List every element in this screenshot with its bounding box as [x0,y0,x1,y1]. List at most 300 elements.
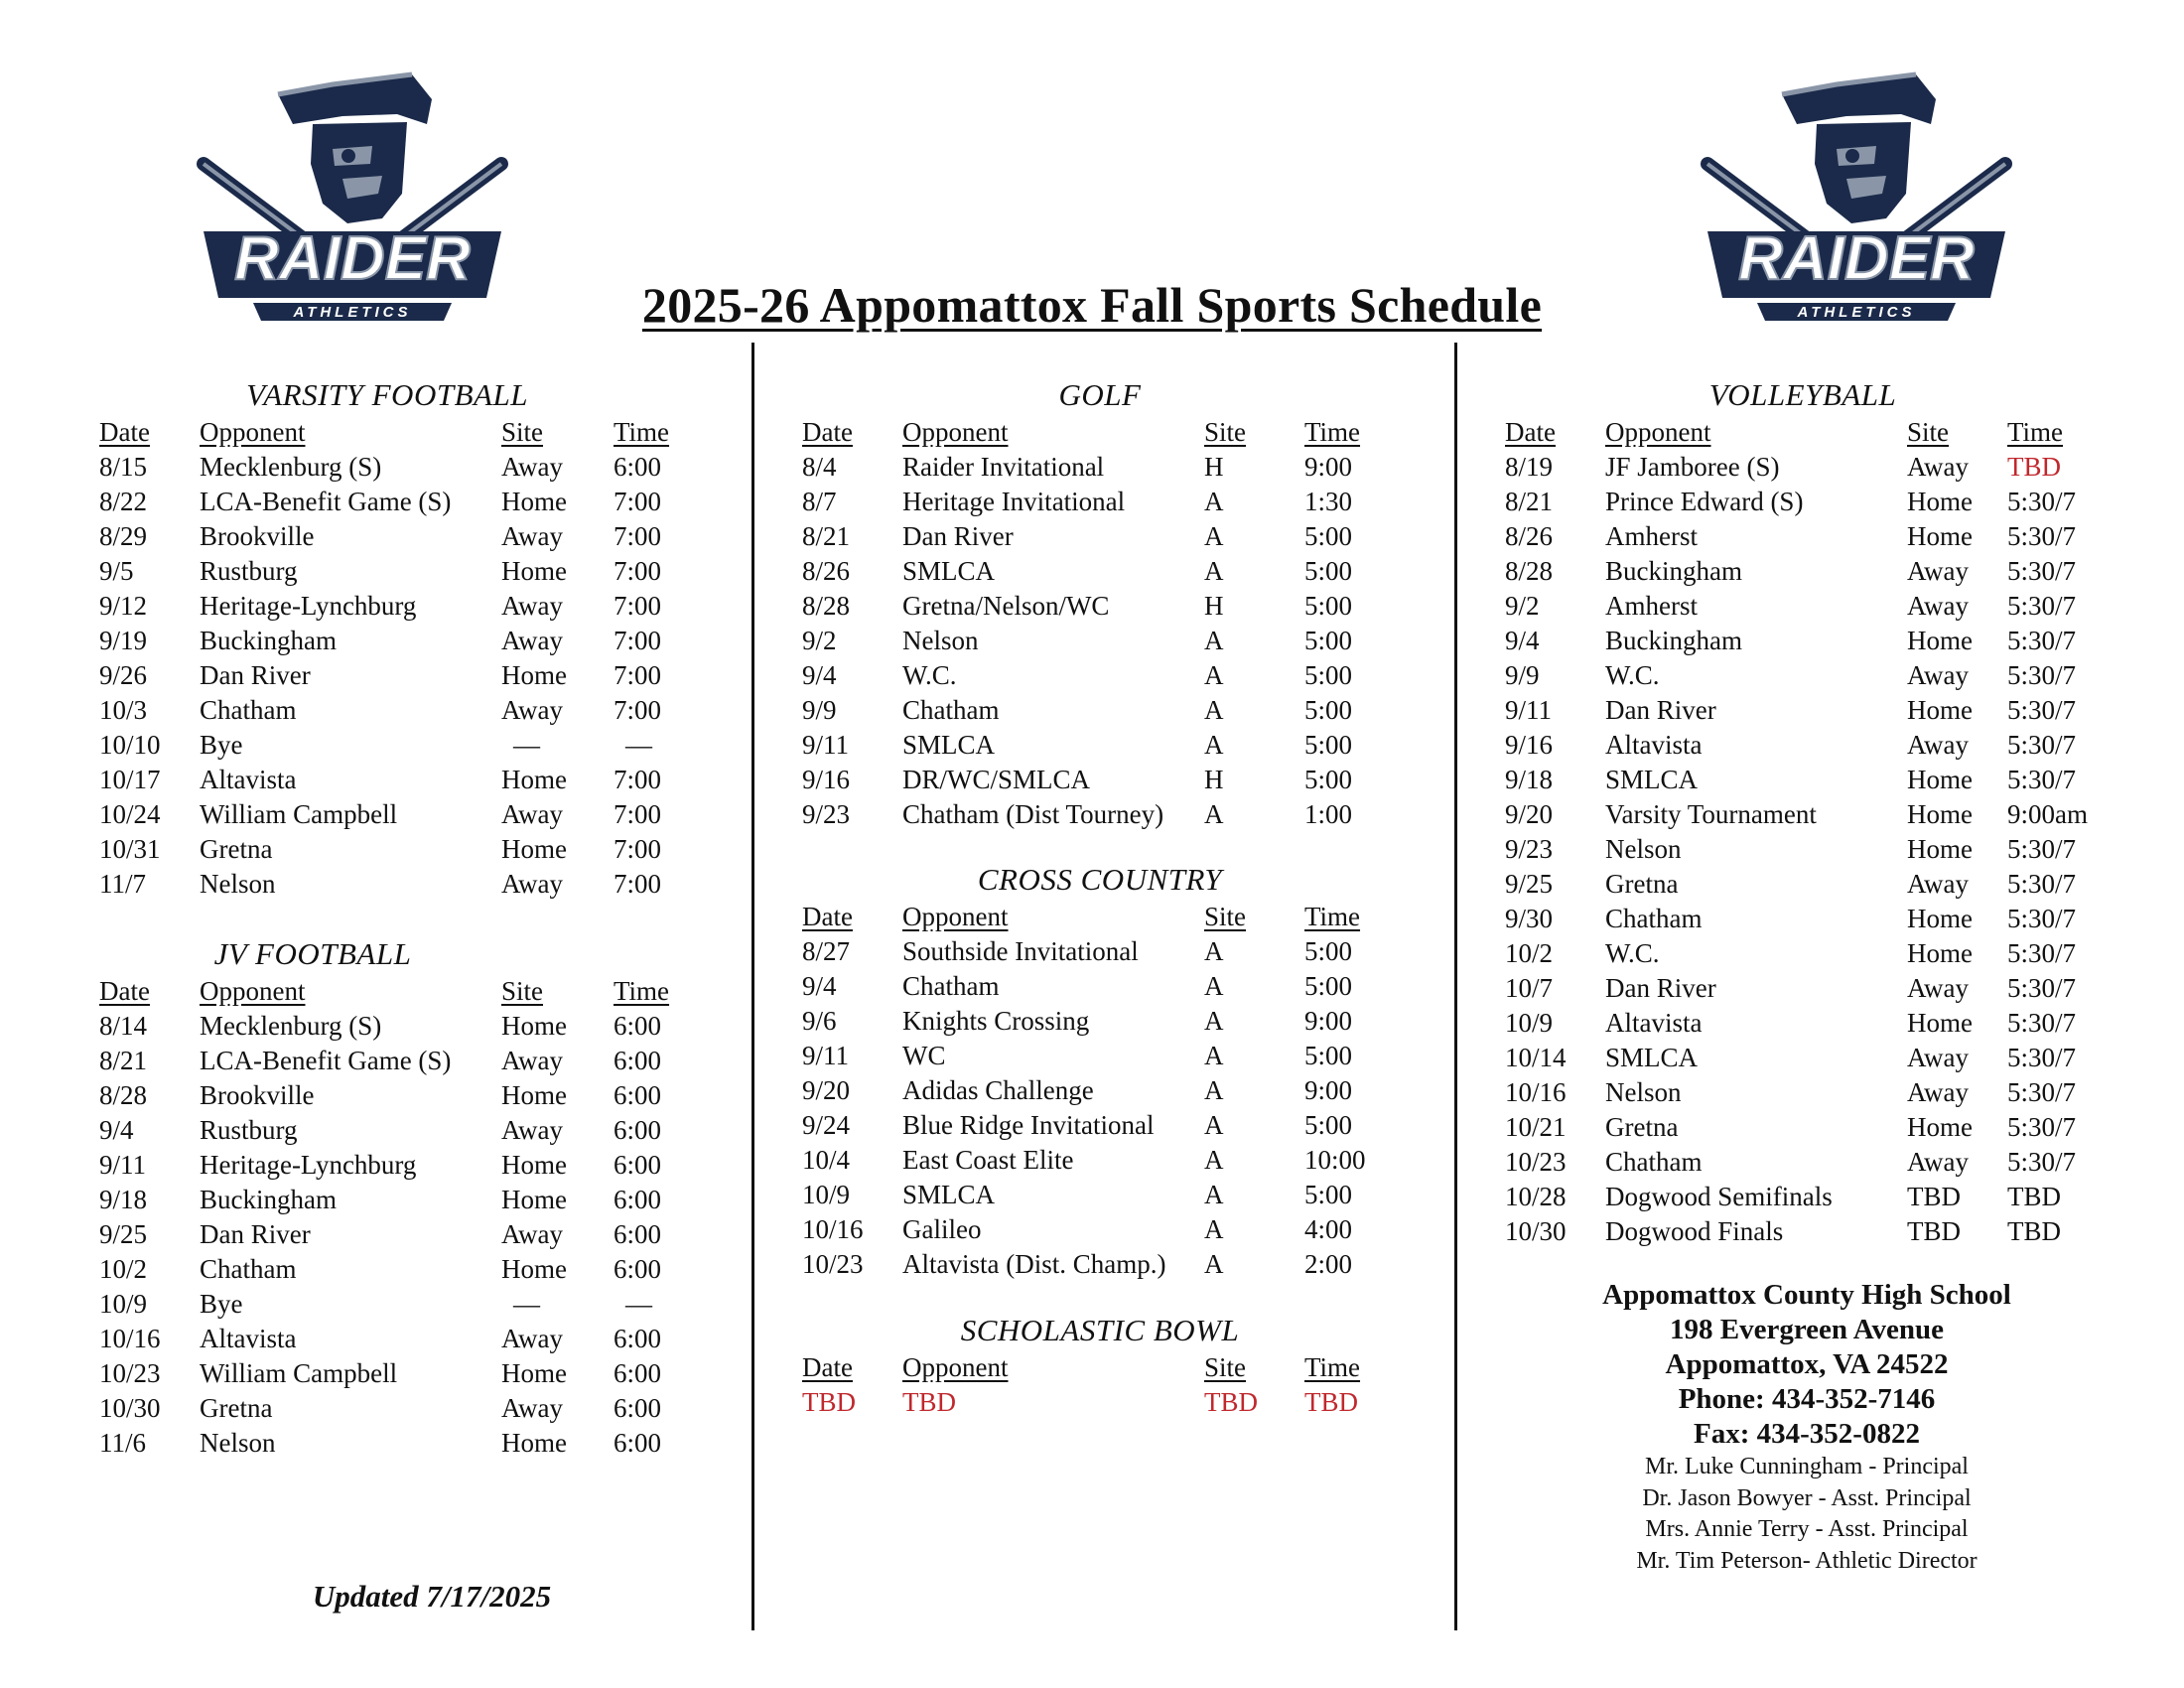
cell-time: 10:00 [1304,1145,1366,1175]
varsity-football-section [99,377,705,902]
cell-time: 5:00 [1304,1110,1353,1140]
cell-opponent: Dan River [200,660,311,690]
table-row [99,832,705,867]
cell-opponent: WC [902,1041,946,1070]
cell-site: Away [501,452,564,482]
cell-time: 5:30/7 [2007,973,2077,1003]
table-row [99,1148,705,1183]
table-row [1505,1006,2088,1041]
cell-opponent: Buckingham [200,626,337,655]
cell-time: 7:00 [614,626,662,655]
cell-opponent: Dan River [1605,973,1716,1003]
cell-date: 10/3 [99,695,148,725]
table-row [802,519,1384,554]
cell-date: 10/24 [99,799,161,829]
cell-date: 8/21 [802,521,851,551]
table-row [802,1143,1384,1178]
cell-site: Home [1907,765,1973,794]
cell-time: 5:00 [1304,730,1353,760]
cell-opponent: Southside Invitational [902,936,1139,966]
cell-site: A [1204,521,1224,551]
cell-site: Home [501,834,567,864]
table-row [1505,658,2088,693]
table-row [99,1078,705,1113]
cell-opponent: LCA-Benefit Game (S) [200,1046,452,1075]
cell-site: Away [501,869,564,899]
cell-opponent: Nelson [200,1428,276,1458]
cell-opponent: Amherst [1605,521,1698,551]
cell-opponent: Knights Crossing [902,1006,1090,1036]
cell-opponent: Galileo [902,1214,982,1244]
cell-site: Home [501,1011,567,1041]
cell-time: 5:30/7 [2007,521,2077,551]
cell-site: Home [1907,1008,1973,1038]
cell-site: A [1204,1006,1224,1036]
cell-site: Home [501,1150,567,1180]
cell-opponent: Gretna [200,1393,273,1423]
cell-site: TBD [1907,1216,1961,1246]
cell-site: Away [1907,556,1970,586]
cell-time: 7:00 [614,660,662,690]
cell-time: 5:00 [1304,1180,1353,1209]
cell-date: 8/29 [99,521,148,551]
page-title: 2025-26 Appomattox Fall Sports Schedule [641,277,1543,333]
cell-opponent: Altavista [1605,1008,1703,1038]
cell-time: 6:00 [614,1150,662,1180]
table-row [99,1044,705,1078]
cell-opponent: Chatham [1605,904,1703,933]
cell-opponent: Raider Invitational [902,452,1105,482]
cell-date: 10/9 [802,1180,851,1209]
cell-site: — [513,730,540,760]
cell-date: 9/24 [802,1110,851,1140]
cell-opponent: Dogwood Finals [1605,1216,1784,1246]
cell-site: Away [501,695,564,725]
golf-table [802,415,1384,832]
cell-site: Home [1907,1112,1973,1142]
cell-date: 9/5 [99,556,134,586]
cell-time: 5:30/7 [2007,660,2077,690]
table-row [802,1004,1384,1039]
cell-date: 8/28 [802,591,851,621]
cell-date: 8/14 [99,1011,148,1041]
cell-site: A [1204,730,1224,760]
table-row [99,1183,705,1217]
table-row [99,763,705,797]
table-row [99,1009,705,1044]
header-site: Site [501,417,544,447]
cell-date: 10/17 [99,765,161,794]
cell-opponent: Altavista [200,765,297,794]
table-row [1505,902,2088,936]
cell-opponent: Amherst [1605,591,1698,621]
volleyball-table [1505,415,2088,1249]
cell-date: 10/2 [99,1254,148,1284]
cell-date: 9/18 [99,1185,148,1214]
cell-date: 10/9 [1505,1008,1554,1038]
cell-time: 7:00 [614,556,662,586]
cell-time: 7:00 [614,695,662,725]
header-opponent: Opponent [902,417,1009,447]
cell-opponent: Altavista [200,1324,297,1353]
header-date: Date [802,1352,853,1382]
table-row [99,450,705,485]
cell-opponent: William Campbell [200,1358,398,1388]
cell-time: 6:00 [614,1115,662,1145]
cell-date: 10/16 [99,1324,161,1353]
header-site: Site [1204,417,1247,447]
table-header-row [802,1350,1384,1385]
cell-site: Away [501,1324,564,1353]
cell-opponent: LCA-Benefit Game (S) [200,487,452,516]
staff-asst-principal: Dr. Jason Bowyer - Asst. Principal [1642,1484,1972,1511]
cell-opponent: Chatham (Dist Tourney) [902,799,1164,829]
table-row [99,797,705,832]
cell-site: Away [501,521,564,551]
table-row [99,519,705,554]
header-site: Site [1204,902,1247,931]
section-title: GOLF [1058,377,1142,412]
cell-time: 5:30/7 [2007,730,2077,760]
table-row [802,797,1384,832]
cell-site: Away [1907,660,1970,690]
table-row [802,763,1384,797]
cell-date: 9/18 [1505,765,1554,794]
cell-date: 9/6 [802,1006,837,1036]
cell-time: 7:00 [614,521,662,551]
cell-site: A [1204,1180,1224,1209]
school-phone: Phone: 434-352-7146 [1678,1383,1936,1415]
cell-time: 6:00 [614,1011,662,1041]
cell-site: Home [1907,487,1973,516]
cell-date: 8/27 [802,936,851,966]
cell-opponent: Gretna [1605,869,1679,899]
school-fax: Fax: 434-352-0822 [1694,1418,1920,1450]
cell-date: 9/26 [99,660,148,690]
cell-time: 5:00 [1304,626,1353,655]
cell-opponent: Nelson [200,869,276,899]
table-row [1505,450,2088,485]
cell-opponent: Rustburg [200,1115,298,1145]
table-row [99,554,705,589]
cell-date: 8/7 [802,487,837,516]
cell-opponent: Varsity Tournament [1605,799,1817,829]
table-row [1505,728,2088,763]
cell-opponent: Buckingham [1605,626,1742,655]
cell-time: 7:00 [614,591,662,621]
cell-site: Away [1907,1043,1970,1072]
cell-opponent: Gretna [200,834,273,864]
cell-time: 7:00 [614,799,662,829]
cell-opponent: Heritage-Lynchburg [200,1150,417,1180]
cell-site: TBD [1204,1387,1258,1417]
header-opponent: Opponent [200,976,306,1006]
scholastic-bowl-table [802,1350,1384,1420]
cell-opponent: Mecklenburg (S) [200,452,382,482]
table-row [802,1039,1384,1073]
cell-opponent: Chatham [902,695,1000,725]
header-time: Time [614,976,670,1006]
cell-date: 10/28 [1505,1182,1567,1211]
cell-opponent: Mecklenburg (S) [200,1011,382,1041]
table-row [802,589,1384,624]
table-header-row [99,974,705,1009]
pirate-mascot-icon [278,74,432,223]
cell-date: 10/4 [802,1145,851,1175]
table-row [802,450,1384,485]
cell-time: 9:00 [1304,452,1353,482]
cell-site: Away [501,799,564,829]
cell-date: 11/7 [99,869,146,899]
cell-date: 9/9 [1505,660,1540,690]
cross-country-table [802,900,1384,1282]
cell-time: 7:00 [614,834,662,864]
cell-date: 9/9 [802,695,837,725]
cell-time: 6:00 [614,1185,662,1214]
cell-site: Home [501,660,567,690]
cell-opponent: Chatham [1605,1147,1703,1177]
cell-site: Home [501,1185,567,1214]
cell-opponent: SMLCA [902,730,996,760]
cell-site: A [1204,695,1224,725]
table-row [99,1391,705,1426]
table-row [802,1073,1384,1108]
cell-time: 5:00 [1304,591,1353,621]
cell-site: Away [501,626,564,655]
cell-time: 5:30/7 [2007,869,2077,899]
cell-time: 6:00 [614,1358,662,1388]
cell-site: Home [1907,695,1973,725]
table-row [99,1113,705,1148]
cell-opponent: SMLCA [1605,1043,1699,1072]
table-row [1505,1041,2088,1075]
table-row [99,1426,705,1461]
cell-site: Away [501,1115,564,1145]
table-row [1505,867,2088,902]
updated-date: Updated 7/17/2025 [312,1579,552,1614]
table-row [1505,1214,2088,1249]
cell-date: 9/25 [99,1219,148,1249]
header-time: Time [1304,417,1361,447]
table-row [802,1178,1384,1212]
cell-site: Away [501,1219,564,1249]
cell-time: 5:30/7 [2007,938,2077,968]
school-address: 198 Evergreen Avenue [1670,1314,1944,1345]
table-row [1505,485,2088,519]
cell-site: A [1204,556,1224,586]
cell-site: A [1204,626,1224,655]
header-date: Date [802,417,853,447]
cell-date: TBD [802,1387,856,1417]
table-row [802,934,1384,969]
section-title: CROSS COUNTRY [977,862,1223,897]
cell-site: Home [501,1080,567,1110]
cell-opponent: Nelson [902,626,979,655]
table-row [1505,1110,2088,1145]
table-row [99,1356,705,1391]
table-row [1505,832,2088,867]
cell-time: 6:00 [614,1393,662,1423]
cell-date: 9/11 [99,1150,146,1180]
golf-section [802,377,1398,832]
cell-time: — [625,1289,652,1319]
cell-time: 5:30/7 [2007,487,2077,516]
cell-date: 8/28 [1505,556,1554,586]
table-row [99,867,705,902]
cell-opponent: Chatham [200,1254,297,1284]
cell-opponent: Adidas Challenge [902,1075,1094,1105]
cell-opponent: Altavista [1605,730,1703,760]
cell-date: 10/30 [99,1393,161,1423]
cell-opponent: Brookville [200,1080,315,1110]
cell-site: Away [501,591,564,621]
cell-opponent: Bye [200,1289,243,1319]
table-row [802,693,1384,728]
header-opponent: Opponent [902,1352,1009,1382]
cell-site: Home [501,487,567,516]
cell-time: — [625,730,652,760]
table-row [99,1287,705,1322]
cell-site: — [513,1289,540,1319]
cell-time: 5:30/7 [2007,626,2077,655]
cell-date: 9/2 [802,626,837,655]
cell-time: 2:00 [1304,1249,1353,1279]
scholastic-bowl-section [802,1313,1398,1420]
cell-time: 5:30/7 [2007,904,2077,933]
cell-site: H [1204,452,1224,482]
cell-opponent: William Campbell [200,799,398,829]
table-header-row [802,415,1384,450]
school-contact-block [1469,1278,2144,1577]
cell-site: A [1204,487,1224,516]
cell-opponent: Dogwood Semifinals [1605,1182,1833,1211]
table-row [99,485,705,519]
cell-date: 9/19 [99,626,148,655]
pirate-mascot-icon [1782,74,1936,223]
cell-time: 5:00 [1304,1041,1353,1070]
cell-date: 9/23 [1505,834,1554,864]
cell-opponent: Heritage Invitational [902,487,1126,516]
cell-opponent: Buckingham [1605,556,1742,586]
cell-time: TBD [1304,1387,1358,1417]
header-site: Site [501,976,544,1006]
cell-date: 9/4 [802,971,837,1001]
table-row [802,658,1384,693]
cell-site: A [1204,1075,1224,1105]
cell-date: 10/9 [99,1289,148,1319]
cell-date: 8/26 [802,556,851,586]
cell-date: 10/23 [1505,1147,1567,1177]
cell-site: Home [1907,904,1973,933]
cell-time: 5:00 [1304,660,1353,690]
cell-time: 5:00 [1304,765,1353,794]
cell-opponent: SMLCA [1605,765,1699,794]
cross-country-section [802,862,1398,1282]
cell-opponent: Nelson [1605,1077,1682,1107]
cell-opponent: Chatham [200,695,297,725]
cell-date: 9/16 [1505,730,1554,760]
volleyball-section [1505,377,2101,1249]
cell-opponent: JF Jamboree (S) [1605,452,1780,482]
cell-date: 9/12 [99,591,148,621]
cell-time: 9:00am [2007,799,2088,829]
cell-time: TBD [2007,452,2061,482]
table-row [802,485,1384,519]
cell-date: 9/11 [802,1041,849,1070]
header-time: Time [2007,417,2064,447]
cell-date: 9/30 [1505,904,1554,933]
header-opponent: Opponent [902,902,1009,931]
table-row [1505,971,2088,1006]
cell-date: 10/16 [1505,1077,1567,1107]
cell-opponent: Buckingham [200,1185,337,1214]
cell-date: 10/21 [1505,1112,1567,1142]
header-opponent: Opponent [1605,417,1711,447]
logo-wordmark: RAIDER [234,224,471,293]
cell-date: 9/2 [1505,591,1540,621]
cell-opponent: DR/WC/SMLCA [902,765,1091,794]
school-name: Appomattox County High School [1602,1279,2011,1311]
table-row [1505,936,2088,971]
cell-time: 1:30 [1304,487,1353,516]
table-row [802,728,1384,763]
header-date: Date [99,976,150,1006]
table-header-row [802,900,1384,934]
cell-site: Home [1907,834,1973,864]
table-row [802,1212,1384,1247]
table-header-row [99,415,705,450]
cell-time: 6:00 [614,1219,662,1249]
cell-date: 8/21 [1505,487,1554,516]
staff-athletic-director: Mr. Tim Peterson- Athletic Director [1636,1547,1978,1574]
table-row [99,589,705,624]
cell-site: Away [1907,1077,1970,1107]
cell-time: 7:00 [614,869,662,899]
cell-time: 5:30/7 [2007,591,2077,621]
cell-date: 10/10 [99,730,161,760]
cell-time: 5:00 [1304,521,1353,551]
cell-time: 5:30/7 [2007,1043,2077,1072]
cell-time: 5:00 [1304,936,1353,966]
table-row [1505,624,2088,658]
cell-date: 8/26 [1505,521,1554,551]
header-time: Time [1304,1352,1361,1382]
cell-time: 5:00 [1304,971,1353,1001]
table-row [99,1252,705,1287]
column-divider [1454,343,1457,1630]
cell-time: 7:00 [614,487,662,516]
cell-opponent: Gretna/Nelson/WC [902,591,1110,621]
cell-site: A [1204,936,1224,966]
cell-site: H [1204,765,1224,794]
cell-date: 10/2 [1505,938,1554,968]
table-row [99,1217,705,1252]
cell-time: 7:00 [614,765,662,794]
header-site: Site [1204,1352,1247,1382]
cell-date: 8/22 [99,487,148,516]
cell-opponent: Bye [200,730,243,760]
cell-time: 5:00 [1304,556,1353,586]
cell-date: 8/4 [802,452,837,482]
cell-date: 8/21 [99,1046,148,1075]
cell-date: 9/20 [802,1075,851,1105]
cell-time: 5:00 [1304,695,1353,725]
logo-wordmark: RAIDER [1738,224,1975,293]
cell-date: 10/16 [802,1214,864,1244]
cell-time: 5:30/7 [2007,834,2077,864]
section-title: VOLLEYBALL [1708,377,1897,412]
cell-time: 5:30/7 [2007,1077,2077,1107]
